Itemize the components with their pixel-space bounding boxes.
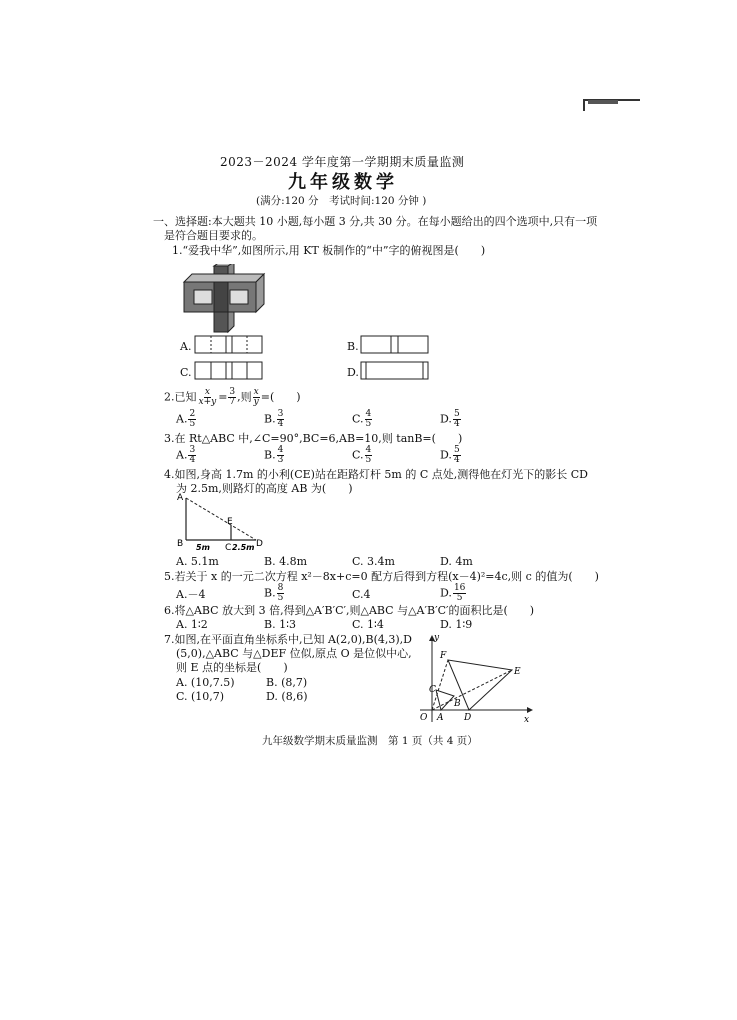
q5-option-b: B. $\frac{8}{5}$ [264,583,284,603]
q5-option-c: C.4 [352,588,371,601]
scan-corner-mark [582,97,642,113]
q1-option-a-figure [194,335,264,355]
q5-option-d: D. $\frac{16}{5}$ [440,583,466,603]
q4-figure [174,492,264,554]
q4-label-d: D [256,539,263,549]
q1-option-c-label: C. [180,366,192,379]
q7-stem-line2: (5,0),△ABC 与△DEF 位似,原点 O 是位似中心, [176,647,412,660]
q7-label-d: D [464,713,472,723]
q7-option-d: D. (8,6) [266,690,308,703]
q4-label-a: A [177,493,184,503]
q1-option-c-figure [194,361,264,381]
section-intro-line1: 一、选择题:本大题共 10 小题,每小题 3 分,共 30 分。在每小题给出的四个选项中,只有一项 [153,215,598,228]
q6-option-d: D. 1∶9 [440,618,473,631]
exam-title: 九年级数学 [288,172,398,193]
q3-option-d: D. $\frac{5}{4}$ [440,445,460,465]
q1-option-a-label: A. [180,340,192,353]
q7-label-f: F [440,651,447,661]
exam-subtitle: (满分:120 分 考试时间:120 分钟 ) [256,195,427,207]
q5-stem: 5.若关于 x 的一元二次方程 x²－8x+c=0 配方后得到方程(x－4)²=4c,则 c 的值为( ) [164,570,599,583]
q3-option-c: C. $\frac{4}{5}$ [352,445,372,465]
q2-fraction-1: $\frac{x}{x+y}$ [198,387,217,407]
q7-label-c: C [429,685,436,695]
q3-option-b: B. $\frac{4}{3}$ [264,445,284,465]
q4-label-c: C [225,543,232,553]
q7-stem-line3: 则 E 点的坐标是( ) [176,661,288,674]
q4-stem-line1: 4.如图,身高 1.7m 的小利(CE)站在距路灯杆 5m 的 C 点处,测得他在灯光下的影长 CD [164,468,588,481]
q2-stem: 2.已知 $\frac{x}{x+y}$ = $\frac{3}{7}$ ,则 $\frac{x}{y}$ =( ) [164,387,301,407]
q7-stem-line1: 7.如图,在平面直角坐标系中,已知 A(2,0),B(4,3),D [164,633,412,646]
q7-option-b: B. (8,7) [266,676,308,689]
q2-prefix: 2.已知 [164,390,197,404]
q4-option-d: D. 4m [440,555,473,568]
q1-option-d-label: D. [347,366,359,379]
q2-option-a: A. $\frac{2}{5}$ [176,409,196,429]
q7-label-b: B [454,699,461,709]
q2-option-c: C. $\frac{4}{5}$ [352,409,372,429]
q6-option-a: A. 1∶2 [176,618,208,631]
q4-length-2-5m: 2.5m [232,543,255,552]
q2-fraction-3: $\frac{x}{y}$ [253,387,259,407]
q7-option-a: A. (10,7.5) [176,676,235,689]
q6-option-b: B. 1∶3 [264,618,296,631]
q2-option-b: B. $\frac{3}{4}$ [264,409,284,429]
q2-option-d: D. $\frac{5}{4}$ [440,409,460,429]
q4-option-c: C. 3.4m [352,555,395,568]
section-intro-line2: 是符合题目要求的。 [164,229,263,242]
q7-label-o: O [420,713,428,723]
q1-option-b-label: B. [347,340,359,353]
q4-label-e: E [227,517,233,527]
q7-option-c: C. (10,7) [176,690,225,703]
q7-label-a: A [437,713,444,723]
q1-option-d-figure [360,361,430,381]
q7-axis-x: x [524,715,530,725]
q6-stem: 6.将△ABC 放大到 3 倍,得到△A′B′C′,则△ABC 与△A′B′C′的面积比是( ) [164,604,535,617]
q3-option-a: A. $\frac{3}{4}$ [176,445,196,465]
q4-label-b: B [177,539,184,549]
q4-stem-line2: 为 2.5m,则路灯的高度 AB 为( ) [176,482,353,495]
q4-length-5m: 5m [196,543,210,552]
q4-option-b: B. 4.8m [264,555,308,568]
q2-fraction-2: $\frac{3}{7}$ [229,387,236,407]
q7-axis-y: y [434,633,440,643]
q4-option-a: A. 5.1m [176,555,219,568]
page-footer: 九年级数学期末质量监测 第 1 页（共 4 页） [262,735,478,747]
q5-option-a: A.－4 [176,588,206,601]
q6-option-c: C. 1∶4 [352,618,384,631]
q1-stem: 1.“爱我中华”,如图所示,用 KT 板制作的“中”字的俯视图是( ) [172,244,486,257]
q3-stem: 3.在 Rt△ABC 中,∠C=90°,BC=6,AB=10,则 tanB=( ) [164,432,463,445]
exam-title-line1: 2023－2024 学年度第一学期期末质量监测 [220,155,465,169]
q7-label-e: E [514,667,521,677]
q7-coordinate-figure [412,630,538,726]
q1-figure [180,264,268,334]
q1-option-b-figure [360,335,430,355]
